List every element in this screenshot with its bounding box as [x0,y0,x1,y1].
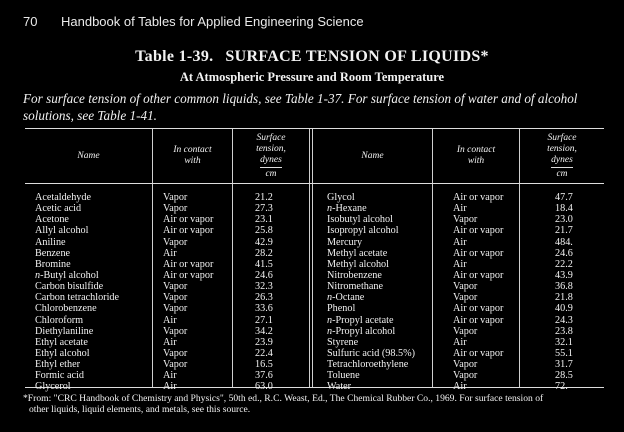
table-row [313,359,604,370]
header-tension-label: tension, [547,143,577,154]
running-head [23,14,364,29]
cell-contact: Vapor [163,325,188,337]
normal-prefix: n [327,292,333,304]
cell-tension: 23.8 [555,325,573,337]
cell-tension: 47.7 [555,192,573,203]
cell-name: Formic acid [35,370,84,382]
cell-name: Chloroform [35,314,84,326]
surface-tension-table [25,128,604,393]
header-contact-label: with [467,156,485,166]
cell-name: Carbon tetrachloride [35,292,120,304]
table-row [25,359,309,370]
cell-name: Diethylaniline [35,325,94,337]
cell-tension: 16.5 [255,359,273,371]
cell-tension: 484. [555,236,573,248]
cell-name: Aniline [35,236,66,248]
cell-contact: Vapor [163,281,188,293]
table-title-text: SURFACE TENSION OF LIQUIDS* [225,48,489,65]
cell-tension: 21.8 [555,292,573,304]
cell-tension: 41.5 [255,258,273,270]
cell-name: n-Butyl alcohol [35,269,99,281]
cell-contact: Vapor [453,359,478,371]
cell-tension: 32.3 [255,281,273,293]
cell-name: n-Octane [327,292,365,304]
cell-contact: Vapor [163,347,188,359]
cell-contact: Air [453,236,467,248]
cell-contact: Air or vapor [453,314,504,326]
cell-contact: Air or vapor [163,214,214,226]
book-title: Handbook of Tables for Applied Engineering Science [61,14,364,29]
page-number: 70 [23,14,38,29]
left-rows [25,192,309,393]
cell-name: Acetone [35,214,69,226]
table-row [25,248,309,259]
cell-contact: Vapor [453,214,478,226]
table-row [25,303,309,314]
table-row [313,337,604,348]
cell-tension: 24.3 [555,314,573,326]
cell-name: Bromine [35,258,71,270]
table-row [313,303,604,314]
table-row [25,259,309,270]
cell-name: Phenol [327,303,356,315]
column-rule-double [309,129,310,387]
header-tension-right [520,129,604,183]
cell-contact: Air or vapor [453,225,504,237]
cell-name: n-Propyl alcohol [327,325,396,337]
table-row [313,259,604,270]
table-title [0,48,624,66]
table-number: Table 1-39. [135,48,214,65]
cell-contact: Vapor [453,370,478,382]
table-row [25,192,309,203]
cell-tension: 42.9 [255,236,273,248]
table-row [313,203,604,214]
cell-contact: Air or vapor [453,347,504,359]
table-row [313,348,604,359]
cell-tension: 27.3 [255,203,273,215]
cell-contact: Air or vapor [163,225,214,237]
header-name-label: Name [77,150,100,161]
table-row [313,192,604,203]
cell-tension: 40.9 [555,303,573,315]
header-rule [25,183,604,184]
cell-tension: 18.4 [555,203,573,215]
cell-name: Acetaldehyde [35,192,92,203]
right-rows [313,192,604,393]
footnote [23,393,608,415]
cell-name: Mercury [327,236,363,248]
cell-tension: 23.9 [255,336,273,348]
cell-contact: Vapor [163,303,188,315]
cell-tension: 28.5 [555,370,573,382]
cell-tension: 27.1 [255,314,273,326]
normal-prefix: n [327,203,333,215]
cell-contact: Air [453,336,467,348]
cell-contact: Vapor [163,292,188,304]
cell-tension: 33.6 [255,303,273,315]
cell-name: n-Propyl acetate [327,314,394,326]
normal-prefix: n [35,269,41,281]
table-row [25,370,309,381]
cell-tension: 22.4 [255,347,273,359]
table-row [25,381,309,392]
cell-contact: Air or vapor [163,269,214,281]
header-tension-unit-denominator: cm [551,167,573,180]
table-row [25,281,309,292]
cell-name: Styrene [327,336,359,348]
table-row [313,292,604,303]
cell-tension: 37.6 [255,370,273,382]
cell-name: Tetrachloroethylene [327,359,409,371]
table-row [25,270,309,281]
table-row [25,348,309,359]
cell-name: Glycol [327,192,355,203]
table-subtitle: At Atmospheric Pressure and Room Temperature [179,70,445,84]
table-row [25,337,309,348]
cell-tension: 24.6 [555,247,573,259]
table-row [313,214,604,225]
cell-name: Carbon bisulfide [35,281,104,293]
cell-tension: 36.8 [555,281,573,293]
cell-contact: Air [453,258,467,270]
cell-name: n-Hexane [327,203,367,215]
cell-tension: 25.8 [255,225,273,237]
cell-contact: Vapor [453,325,478,337]
cell-tension: 63.0 [255,381,273,393]
cell-contact: Air [453,381,467,393]
table-row [25,214,309,225]
header-contact-label: with [184,156,201,166]
table-row [313,237,604,248]
cell-name: Glycerol [35,381,71,393]
cell-name: Chlorobenzene [35,303,97,315]
table-row [25,225,309,236]
table-row [313,315,604,326]
header-tension-label: Surface [547,132,577,143]
header-contact-label: In contact [456,145,496,155]
header-contact-right [433,129,519,183]
header-contact-label: In contact [173,145,212,155]
cell-tension: 34.2 [255,325,273,337]
cell-name: Methyl alcohol [327,258,389,270]
header-name-right [313,129,432,183]
table-row [313,270,604,281]
cell-name: Acetic acid [35,203,82,215]
cell-contact: Vapor [163,236,188,248]
table-row [313,248,604,259]
cell-contact: Vapor [163,203,188,215]
cell-tension: 55.1 [555,347,573,359]
normal-prefix: n [327,314,333,326]
cell-contact: Air or vapor [163,258,214,270]
cell-tension: 28.2 [255,247,273,259]
cell-tension: 24.6 [255,269,273,281]
cell-tension: 21.2 [255,192,273,203]
cell-tension: 72. [555,381,568,393]
table-row [25,292,309,303]
cell-name: Nitromethane [327,281,384,293]
cell-contact: Air [163,370,177,382]
cell-name: Ethyl acetate [35,336,88,348]
cell-contact: Air or vapor [453,247,504,259]
cell-name: Ethyl alcohol [35,347,90,359]
table-note: For surface tension of other common liquids, see Table 1-37. For surface tension of water and of alcohol solutions, see Table 1-41. [23,91,578,123]
table-row [25,237,309,248]
header-name-left [25,129,152,183]
cell-tension: 23.1 [255,214,273,226]
normal-prefix: n [327,325,333,337]
cell-name: Sulfuric acid (98.5%) [327,347,415,359]
cell-name: Toluene [327,370,360,382]
cell-name: Isopropyl alcohol [327,225,399,237]
cell-contact: Air or vapor [453,192,504,203]
header-tension-unit-denominator: cm [260,167,282,180]
cell-contact: Vapor [453,281,478,293]
table-row [313,281,604,292]
cell-tension: 26.3 [255,292,273,304]
header-tension-unit-numerator: dynes [260,154,282,165]
cell-contact: Vapor [163,192,188,203]
cell-contact: Vapor [163,359,188,371]
cell-name: Ethyl ether [35,359,80,371]
cell-contact: Air [163,247,177,259]
table-row [313,225,604,236]
header-tension-left [233,129,309,183]
cell-name: Isobutyl alcohol [327,214,393,226]
cell-contact: Air [163,314,177,326]
header-name-label: Name [361,150,384,161]
cell-contact: Air or vapor [453,303,504,315]
cell-tension: 23.0 [555,214,573,226]
table-row [25,203,309,214]
table-row [313,381,604,392]
cell-tension: 22.2 [555,258,573,270]
cell-tension: 31.7 [555,359,573,371]
cell-tension: 21.7 [555,225,573,237]
header-tension-unit-numerator: dynes [551,154,573,165]
header-tension-label: tension, [256,143,286,154]
cell-name: Nitrobenzene [327,269,382,281]
cell-name: Methyl acetate [327,247,388,259]
table-row [25,326,309,337]
cell-name: Allyl alcohol [35,225,89,237]
cell-tension: 43.9 [555,269,573,281]
cell-tension: 32.1 [555,336,573,348]
header-tension-label: Surface [256,132,286,143]
cell-name: Benzene [35,247,71,259]
cell-name: Water [327,381,352,393]
table-row [313,370,604,381]
cell-contact: Air [163,381,177,393]
cell-contact: Air [453,203,467,215]
header-contact-left [153,129,232,183]
cell-contact: Vapor [453,292,478,304]
footnote-line: other liquids, liquid elements, and metals, see this source. [29,404,251,415]
table-row [313,326,604,337]
table-row [25,315,309,326]
footnote-line: *From: "CRC Handbook of Chemistry and Physics", 50th ed., R.C. Weast, Ed., The Chemical Rubber Co., 1969. For surface tension of [23,393,544,404]
cell-contact: Air [163,336,177,348]
cell-contact: Air or vapor [453,269,504,281]
